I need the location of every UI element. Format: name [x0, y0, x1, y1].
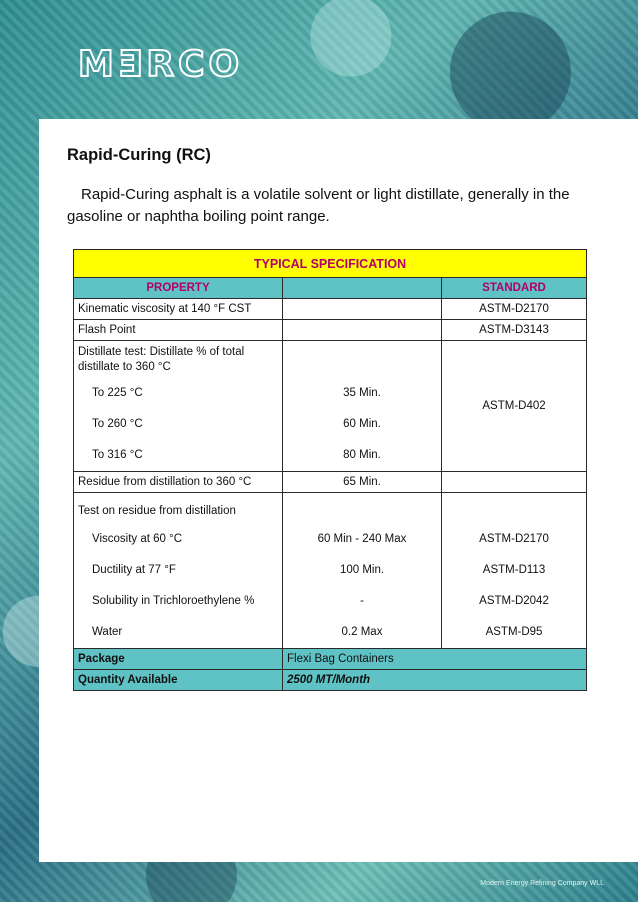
residue-value: 65 Min. — [283, 472, 442, 493]
test-residue-sub-value: 100 Min. — [339, 564, 385, 576]
table-row — [74, 341, 587, 472]
table-row — [74, 299, 587, 320]
distillate-sub-value: 80 Min. — [343, 449, 381, 461]
distillate-sub-label: To 225 °C — [92, 387, 143, 399]
test-residue-sub-value: 60 Min - 240 Max — [317, 533, 407, 545]
distillate-sub-value: 35 Min. — [343, 387, 381, 399]
distillate-property-cell — [74, 341, 283, 472]
quantity-row — [74, 670, 587, 691]
distillate-property: Distillate test: Distillate % of total distillate to 360 °C — [78, 346, 245, 373]
test-residue-sub-standard: ASTM-D95 — [485, 626, 543, 638]
test-residue-sub-label: Water — [92, 626, 123, 638]
footer-company: Modern Energy Refining Company WLL — [480, 880, 604, 887]
company-logo: MƎRCO — [78, 44, 244, 85]
table-row — [74, 493, 587, 649]
header-value — [283, 278, 442, 299]
test-residue-sub-label: Viscosity at 60 °C — [92, 533, 183, 545]
spec-caption-row — [74, 250, 587, 278]
test-residue-sub-label: Ductility at 77 °F — [92, 564, 176, 576]
package-row — [74, 649, 587, 670]
residue-standard — [442, 472, 587, 493]
spec-caption: TYPICAL SPECIFICATION — [74, 250, 587, 278]
header-standard: STANDARD — [442, 278, 587, 299]
intro-paragraph: Rapid-Curing asphalt is a volatile solvent or light distillate, generally in the gasoline or naphtha boiling point range. — [67, 186, 570, 225]
test-residue-property: Test on residue from distillation — [78, 505, 236, 517]
header-property: PROPERTY — [74, 278, 283, 299]
kinematic-value — [283, 299, 442, 320]
flash-standard: ASTM-D3143 — [442, 320, 587, 341]
distillate-sub-value: 60 Min. — [343, 418, 381, 430]
package-label: Package — [74, 649, 283, 670]
flash-property: Flash Point — [74, 320, 283, 341]
test-residue-sub-label: Solubility in Trichloroethylene % — [92, 595, 255, 607]
content-panel — [39, 119, 638, 862]
test-residue-sub-standard: ASTM-D113 — [482, 564, 546, 576]
test-residue-sub-standard: ASTM-D2170 — [479, 533, 549, 545]
flash-value — [283, 320, 442, 341]
spec-header-row — [74, 278, 587, 299]
test-residue-values-cell — [283, 493, 442, 649]
table-row — [74, 472, 587, 493]
package-value: Flexi Bag Containers — [283, 649, 587, 670]
distillate-sub-label: To 316 °C — [92, 449, 143, 461]
kinematic-property: Kinematic viscosity at 140 °F CST — [74, 299, 283, 320]
test-residue-sub-standard: ASTM-D2042 — [479, 595, 549, 607]
kinematic-standard: ASTM-D2170 — [442, 299, 587, 320]
distillate-sub-label: To 260 °C — [92, 418, 143, 430]
test-residue-sub-value: 0.2 Max — [341, 626, 383, 638]
distillate-standard: ASTM-D402 — [442, 341, 587, 472]
spec-table — [73, 249, 587, 691]
test-residue-sub-value: - — [360, 595, 364, 607]
residue-property: Residue from distillation to 360 °C — [74, 472, 283, 493]
table-row — [74, 320, 587, 341]
quantity-value: 2500 MT/Month — [283, 670, 587, 691]
test-residue-standards-cell — [442, 493, 587, 649]
test-residue-property-cell — [74, 493, 283, 649]
distillate-values-cell — [283, 341, 442, 472]
quantity-label: Quantity Available — [74, 670, 283, 691]
section-title: Rapid-Curing (RC) — [67, 146, 211, 164]
